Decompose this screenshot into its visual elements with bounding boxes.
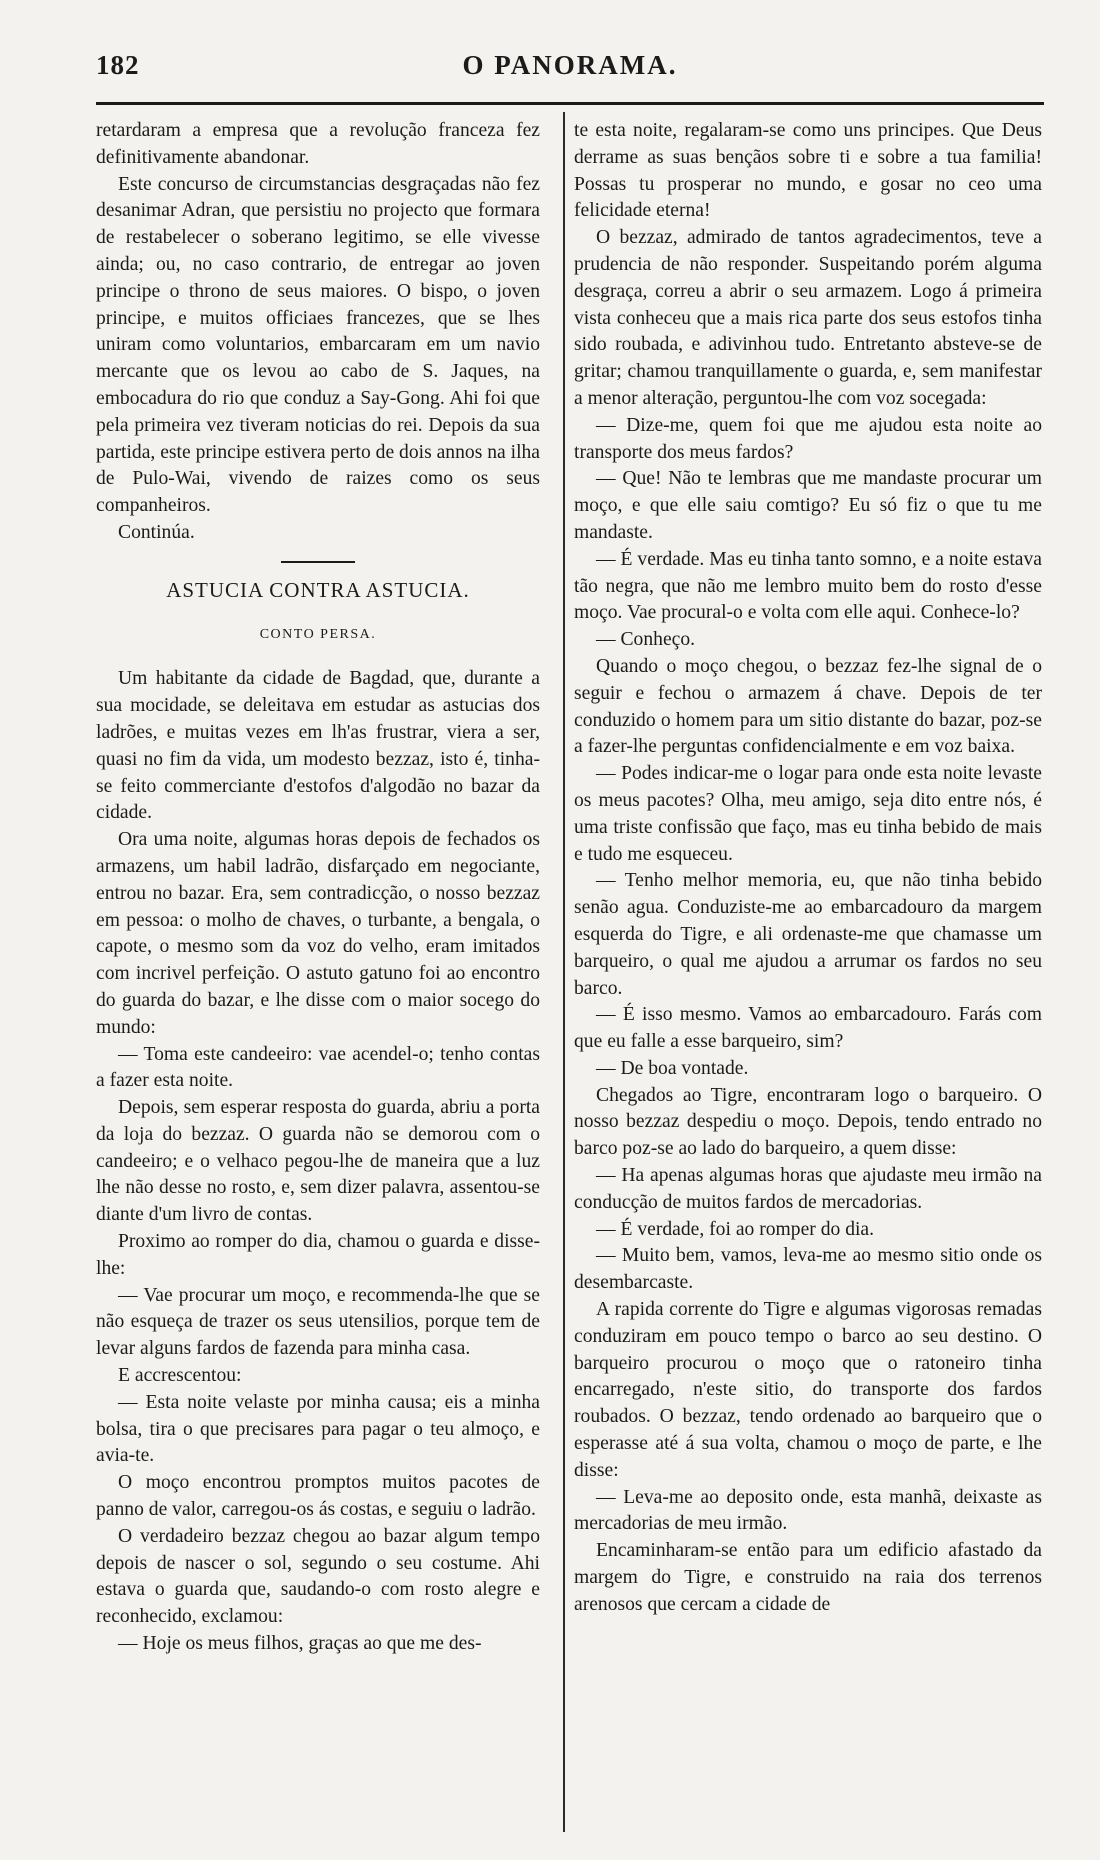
paragraph: — Dize-me, quem foi que me ajudou esta noite ao transporte dos meus fardos? xyxy=(574,414,1042,463)
header-rule xyxy=(96,102,1044,105)
paragraph: Um habitante da cidade de Bagdad, que, durante a sua mocidade, se deleitava em estudar as astucias dos ladrões, e muitas vezes em lh'as frustrar, viera a ser, quasi no fim da vida, um modesto bezzaz, isto é, tinha-se feito commerciante d'estofos d'algodão no bazar da cidade. xyxy=(96,668,540,824)
journal-title: O PANORAMA. xyxy=(462,50,678,80)
paragraph: — Ha apenas algumas horas que ajudaste meu irmão na conducção de muitos fardos de mercadorias. xyxy=(574,1165,1042,1213)
paragraph: Depois, sem esperar resposta do guarda, abriu a porta da loja do bezzaz. O guarda não se demorou com o candeeiro; e o velhaco pegou-lhe de maneira que a luz lhe não desse no rosto, e, sem dizer palavra, assentou-se diante d'um livro de contas. xyxy=(96,1097,540,1226)
paragraph: — Conheço. xyxy=(596,629,696,651)
story-title: ASTUCIA CONTRA ASTUCIA. xyxy=(166,577,470,602)
page-header xyxy=(96,48,1044,88)
paragraph: — Podes indicar-me o logar para onde esta noite levaste os meus pacotes? Olha, meu amigo, seja dito entre nós, é uma triste confissão que faço, mas eu tinha bebido de mais e tudo me esqueceu. xyxy=(574,763,1042,865)
paragraph: — Leva-me ao deposito onde, esta manhã, deixaste as mercadorias de meu irmão. xyxy=(574,1486,1042,1535)
page-number: 182 xyxy=(96,50,140,80)
paragraph: Quando o moço chegou, o bezzaz fez-lhe signal de o seguir e fechou o armazem á chave. Depois de ter conduzido o homem para um sitio distante do bazar, poz-se a fazer-lhe perguntas confidencialmente e em voz baixa. xyxy=(574,655,1042,758)
paragraph: E accrescentou: xyxy=(118,1365,242,1387)
paragraph: — Hoje os meus filhos, graças ao que me des- xyxy=(118,1633,482,1655)
paragraph: — Que! Não te lembras que me mandaste procurar um moço, e que elle saiu comtigo? Eu só fiz o que tu me mandaste. xyxy=(574,468,1042,543)
paragraph: — É verdade, foi ao romper do dia. xyxy=(596,1218,875,1240)
paragraph: — Toma este candeeiro: vae acendel-o; tenho contas a fazer esta noite. xyxy=(96,1043,540,1092)
left-column xyxy=(96,118,540,1658)
paragraph: O moço encontrou promptos muitos pacotes de panno de valor, carregou-os ás costas, e seguiu o ladrão. xyxy=(96,1472,540,1521)
left-column-paragraphs xyxy=(96,118,540,520)
paragraph: — É verdade. Mas eu tinha tanto somno, e a noite estava tão negra, que não me lembro muito bem do rosto d'esse moço. Vae procural-o e volta com elle aqui. Conhece-lo? xyxy=(574,548,1042,624)
paragraph: A rapida corrente do Tigre e algumas vigorosas remadas conduziram em pouco tempo o barco ao seu destino. O barqueiro procurou o moço que o ratoneiro tinha encarregado, n'este sitio, do transporte dos fardos roubados. O bezzaz, tendo ordenado ao barqueiro que o esperasse até á sua volta, chamou o moço de parte, e lhe disse: xyxy=(574,1299,1042,1481)
section-separator xyxy=(281,561,355,563)
paragraph: te esta noite, regalaram-se como uns principes. Que Deus derrame as suas bençãos sobre ti e sobre a tua familia! Possas tu prosperar no mundo, e gosar no ceo uma felicidade eterna! xyxy=(574,120,1042,222)
paragraph: — É isso mesmo. Vamos ao embarcadouro. Farás com que eu falle a esse barqueiro, sim? xyxy=(574,1004,1042,1053)
story-paragraphs xyxy=(96,666,540,1657)
paragraph: — Muito bem, vamos, leva-me ao mesmo sitio onde os desembarcaste. xyxy=(574,1245,1042,1294)
paragraph: — De boa vontade. xyxy=(596,1057,749,1079)
right-column xyxy=(574,118,1042,1619)
paragraph: — Tenho melhor memoria, eu, que não tinha bebido senão agua. Conduziste-me ao embarcadouro da margem esquerda do Tigre, e ali ordenaste-me que chamasse um barqueiro, o qual me ajudou a arrumar os fardos no seu barco. xyxy=(574,870,1042,999)
paragraph: Chegados ao Tigre, encontraram logo o barqueiro. O nosso bezzaz despediu o moço. Depois, tendo entrado no barco poz-se ao lado do barqueiro, a quem disse: xyxy=(574,1084,1042,1160)
paragraph: Ora uma noite, algumas horas depois de fechados os armazens, um habil ladrão, disfarçado em negociante, entrou no bazar. Era, sem contradicção, o nosso bezzaz em pessoa: o molho de chaves, o turbante, a bengala, o capote, o mesmo som da voz do velho, eram imitados com incrivel perfeição. O astuto gatuno foi ao encontro do guarda do bazar, e lhe disse com o maior socego do mundo: xyxy=(96,829,540,1038)
paragraph: — Esta noite velaste por minha causa; eis a minha bolsa, tira o que precisares para pagar o teu almoço, e avia-te. xyxy=(96,1391,540,1467)
continua-note: Continúa. xyxy=(118,521,195,543)
paragraph: Encaminharam-se então para um edificio afastado da margem do Tigre, e construido na raia dos terrenos arenosos que cercam a cidade de xyxy=(574,1540,1042,1615)
story-subtitle: CONTO PERSA. xyxy=(259,626,377,642)
column-divider xyxy=(563,112,565,1832)
paragraph: retardaram a empresa que a revolução franceza fez definitivamente abandonar. xyxy=(96,120,540,168)
paragraph: O bezzaz, admirado de tantos agradecimentos, teve a prudencia de não responder. Suspeitando porém alguma desgraça, correu a abrir o seu armazem. Logo á primeira vista conheceu que a mais rica parte dos seus estofos tinha sido roubada, e adivinhou tudo. Entretanto absteve-se de gritar; chamou tranquillamente o guarda, e, sem manifestar a menor alteração, perguntou-lhe com voz socegada: xyxy=(574,227,1042,409)
right-column-paragraphs xyxy=(574,118,1042,1619)
paragraph: Este concurso de circumstancias desgraçadas não fez desanimar Adran, que persistiu no projecto que formara de restabelecer o soberano legitimo, se elle vivesse ainda; ou, no caso contrario, de entregar ao joven principe o throno de seus maiores. O bispo, o joven principe, e muitos officiaes francezes, que se lhes uniram como voluntarios, embarcaram em um navio mercante que os levou ao cabo de S. Jaques, na embocadura do rio que conduz a Say-Gong. Ahi foi que pela primeira vez tiveram noticias do rei. Depois da sua partida, este principe estivera perto de dois annos na ilha de Pulo-Wai, vivendo de raizes como os seus companheiros. xyxy=(96,173,540,517)
paragraph: — Vae procurar um moço, e recommenda-lhe que se não esqueça de trazer os seus utensilios, porque tem de levar alguns fardos de fazenda para minha casa. xyxy=(96,1284,540,1360)
paragraph: O verdadeiro bezzaz chegou ao bazar algum tempo depois de nascer o sol, segundo o seu costume. Ahi estava o guarda que, saudando-o com rosto alegre e reconhecido, exclamou: xyxy=(96,1525,540,1628)
paragraph: Proximo ao romper do dia, chamou o guarda e disse-lhe: xyxy=(96,1231,540,1279)
